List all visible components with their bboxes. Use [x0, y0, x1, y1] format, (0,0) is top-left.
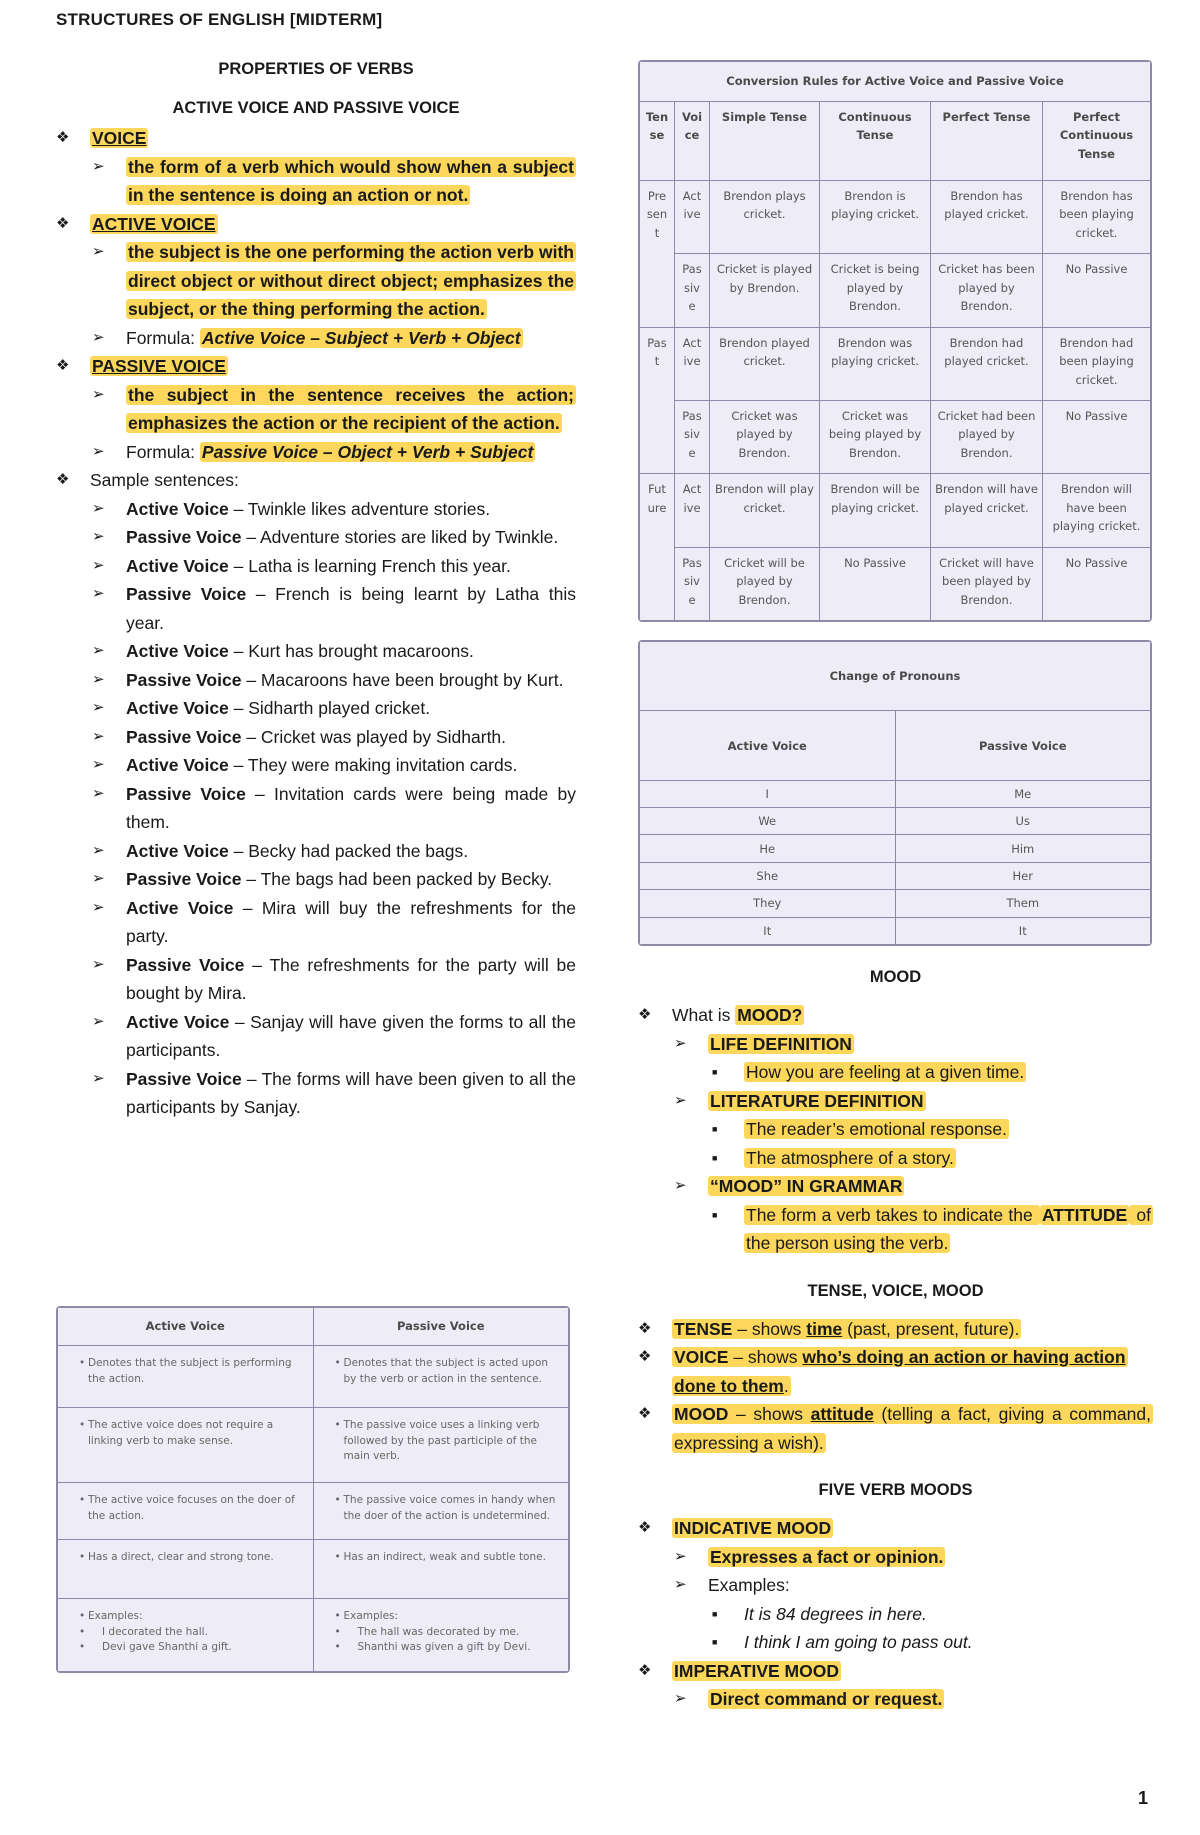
literature-definition-label: LITERATURE DEFINITION	[710, 1090, 924, 1111]
conversion-row	[640, 327, 1151, 400]
sample-voice-label: Active Voice	[126, 897, 234, 918]
arrow-bullet-icon: ➢	[674, 1034, 687, 1052]
bullet-active-formula	[56, 324, 576, 353]
active-voice-definition: the subject is the one performing the action verb with direct object or without direct object; emphasizes the subject, or the thing performing the action.	[128, 242, 574, 319]
arrow-bullet-icon: ➢	[674, 1547, 687, 1565]
sample-text: – Latha is learning French this year.	[228, 555, 511, 576]
bullet-lit-def-1	[638, 1115, 1153, 1144]
example-item: • Shanthi was given a gift by Devi.	[336, 1640, 557, 1656]
conversion-row	[640, 254, 1151, 327]
voice-label: VOICE	[92, 128, 147, 148]
conversion-cell: Brendon will play cricket.	[710, 474, 820, 547]
bullet-passive-formula	[56, 438, 576, 467]
bullet-voice	[56, 124, 576, 153]
pronoun-row	[640, 917, 1151, 944]
compare-cell	[313, 1346, 569, 1408]
compare-cell	[58, 1483, 314, 1540]
bullet-grammar-def	[638, 1201, 1153, 1258]
sample-text: – They were making invitation cards.	[228, 755, 518, 775]
what-is-prefix: What is	[672, 1005, 736, 1025]
diamond-bullet-icon: ❖	[56, 129, 70, 146]
square-bullet-icon: ■	[712, 1209, 718, 1220]
diamond-bullet-icon: ❖	[56, 471, 70, 488]
square-bullet-icon: ■	[712, 1637, 718, 1647]
pronoun-row	[640, 835, 1151, 862]
sample-text: – Becky had packed the bags.	[228, 840, 469, 861]
mood-a: – shows	[728, 1404, 811, 1424]
bullet-imperative-mood	[638, 1657, 1153, 1686]
pronoun-row	[640, 808, 1151, 835]
tense-cell: Pre sen t	[640, 180, 675, 327]
sample-sentence	[56, 552, 576, 581]
compare-header-passive: Passive Voice	[313, 1308, 569, 1346]
compare-cell-text: • The passive voice uses a linking verb followed by the past participle of the main verb.	[336, 1418, 557, 1465]
bullet-voice-tvm	[638, 1343, 1153, 1400]
bullet-voice-def	[56, 153, 576, 210]
sample-voice-label: Passive Voice	[126, 954, 245, 975]
arrow-bullet-icon: ➢	[92, 1069, 105, 1087]
sample-voice-label: Active Voice	[126, 498, 229, 519]
literature-def-1: The reader’s emotional response.	[746, 1119, 1008, 1139]
document-title: STRUCTURES OF ENGLISH [MIDTERM]	[56, 10, 383, 29]
grammar-def-b: of the person using the verb.	[746, 1204, 1151, 1253]
pronoun-header-active: Active Voice	[640, 711, 896, 780]
what-is-mood-word: MOOD?	[737, 1005, 803, 1025]
bullet-active-def	[56, 238, 576, 324]
sample-text: – The refreshments for the party will be bought by Mira.	[126, 954, 576, 1003]
example-1: It is 84 degrees in here.	[744, 1603, 927, 1624]
tense-b: (past, present, future).	[842, 1318, 1020, 1339]
conversion-cell: No Passive	[1043, 400, 1151, 473]
conversion-cell: Brendon will be playing cricket.	[820, 474, 931, 547]
example-item: • Devi gave Shanthi a gift.	[80, 1640, 301, 1656]
right-column-text	[638, 968, 1153, 1714]
conversion-row	[640, 400, 1151, 473]
heading-tense-voice-mood: TENSE, VOICE, MOOD	[807, 1281, 984, 1300]
arrow-bullet-icon: ➢	[674, 1690, 687, 1707]
grammar-def-attitude: ATTITUDE	[1041, 1204, 1128, 1225]
compare-cell-text: • Has an indirect, weak and subtle tone.	[336, 1550, 557, 1566]
sample-sentence	[56, 894, 576, 951]
sample-sentence	[56, 865, 576, 894]
examples-label: Examples:	[708, 1575, 790, 1595]
arrow-bullet-icon: ➢	[92, 727, 105, 745]
samples-label: Sample sentences:	[90, 470, 239, 490]
bullet-literature-definition	[638, 1087, 1153, 1116]
mood-b: (telling a fact, giving a command, expressing a wish).	[674, 1404, 1151, 1453]
active-passive-compare-table	[56, 1306, 570, 1673]
sample-voice-label: Passive Voice	[126, 783, 246, 804]
pronoun-table	[638, 640, 1152, 946]
conversion-cell: Cricket will be played by Brendon.	[710, 547, 820, 620]
arrow-bullet-icon: ➢	[674, 1177, 687, 1194]
voice-definition: the form of a verb which would show when a subject in the sentence is doing an action or not.	[128, 156, 574, 205]
compare-cell-text: • Has a direct, clear and strong tone.	[80, 1550, 301, 1566]
imperative-mood-label: IMPERATIVE MOOD	[674, 1660, 839, 1681]
diamond-bullet-icon: ❖	[638, 1519, 652, 1536]
compare-cell	[313, 1540, 569, 1599]
conversion-rules-table	[638, 60, 1152, 622]
sample-sentence	[56, 780, 576, 837]
pronoun-row	[640, 780, 1151, 807]
bullet-examples	[638, 1571, 1153, 1600]
passive-voice-label: PASSIVE VOICE	[92, 356, 226, 376]
sample-sentence	[56, 666, 576, 695]
col-header-perfect-continuous: Perfect Continuous Tense	[1043, 101, 1151, 180]
square-bullet-icon: ■	[712, 1152, 718, 1163]
pronoun-passive: Her	[895, 862, 1151, 889]
bullet-passive-def	[56, 381, 576, 438]
life-definition-text: How you are feeling at a given time.	[746, 1062, 1025, 1082]
sample-text: – Sanjay will have given the forms to all the participants.	[126, 1011, 576, 1060]
example-2: I think I am going to pass out.	[744, 1632, 973, 1652]
compare-cell	[58, 1408, 314, 1483]
square-bullet-icon: ■	[712, 1124, 718, 1134]
pronoun-row	[640, 862, 1151, 889]
sample-text: – Kurt has brought macaroons.	[228, 641, 474, 661]
conversion-row	[640, 474, 1151, 547]
voice-underlined: who’s doing an action or having action done to them	[674, 1347, 1126, 1396]
arrow-bullet-icon: ➢	[92, 528, 105, 545]
heading-five-verb-moods: FIVE VERB MOODS	[818, 1481, 973, 1499]
diamond-bullet-icon: ❖	[638, 1348, 652, 1365]
sample-text: – Sidharth played cricket.	[228, 698, 431, 718]
col-header-voice: Voi ce	[675, 101, 710, 180]
arrow-bullet-icon: ➢	[92, 756, 105, 773]
sample-text: – The forms will have been given to all the participants by Sanjay.	[126, 1068, 577, 1117]
bullet-mood-tvm	[638, 1400, 1153, 1457]
life-definition-label: LIFE DEFINITION	[710, 1033, 852, 1054]
voice-cell: Pas siv e	[675, 254, 710, 327]
sample-text: – Invitation cards were being made by them.	[126, 783, 576, 832]
left-column	[56, 60, 576, 1122]
heading-properties-of-verbs: PROPERTIES OF VERBS	[218, 60, 414, 78]
formula-label: Formula:	[126, 441, 200, 462]
bullet-active-voice	[56, 210, 576, 239]
voice-cell: Pas siv e	[675, 400, 710, 473]
passive-formula: Passive Voice – Object + Verb + Subject	[201, 441, 534, 462]
mood-in-grammar-label: “MOOD” IN GRAMMAR	[710, 1176, 903, 1196]
col-header-perfect: Perfect Tense	[931, 101, 1043, 180]
sample-sentence	[56, 580, 576, 637]
conversion-cell: Brendon has been playing cricket.	[1043, 180, 1151, 253]
active-formula: Active Voice – Subject + Verb + Object	[201, 327, 521, 348]
examples-label: • Examples:	[336, 1609, 557, 1625]
bullet-indicative-mood	[638, 1514, 1153, 1543]
sample-sentence	[56, 951, 576, 1008]
sample-sentence	[56, 495, 576, 524]
conversion-cell: Cricket has been played by Brendon.	[931, 254, 1043, 327]
conversion-row	[640, 180, 1151, 253]
sample-sentence	[56, 1008, 576, 1065]
arrow-bullet-icon: ➢	[92, 1012, 105, 1030]
example-item: • I decorated the hall.	[80, 1625, 301, 1641]
sample-text: – Cricket was played by Sidharth.	[241, 726, 507, 747]
indicative-mood-definition: Expresses a fact or opinion.	[710, 1546, 944, 1567]
bullet-mood-in-grammar	[638, 1172, 1153, 1201]
compare-cell-text: • The active voice does not require a linking verb to make sense.	[80, 1418, 301, 1449]
arrow-bullet-icon: ➢	[92, 499, 105, 517]
conversion-cell: Brendon had played cricket.	[931, 327, 1043, 400]
conversion-cell: Cricket was played by Brendon.	[710, 400, 820, 473]
conversion-cell: Brendon had been playing cricket.	[1043, 327, 1151, 400]
sample-text: – Twinkle likes adventure stories.	[228, 498, 491, 519]
sample-sentence	[56, 694, 576, 723]
pronoun-row	[640, 890, 1151, 917]
tense-key: TENSE	[674, 1318, 733, 1339]
diamond-bullet-icon: ❖	[56, 214, 70, 232]
diamond-bullet-icon: ❖	[56, 357, 70, 374]
tense-a: – shows	[732, 1318, 807, 1339]
sample-voice-label: Active Voice	[126, 641, 229, 661]
conversion-cell: Brendon will have been playing cricket.	[1043, 474, 1151, 547]
square-bullet-icon: ■	[712, 1067, 718, 1077]
sample-sentence	[56, 1065, 576, 1122]
sample-voice-label: Passive Voice	[126, 1068, 242, 1089]
compare-cell-text: • Denotes that the subject is acted upon by the verb or action in the sentence.	[336, 1356, 557, 1387]
bullet-samples	[56, 466, 576, 495]
square-bullet-icon: ■	[712, 1608, 718, 1619]
bullet-passive-voice	[56, 352, 576, 381]
conversion-cell: Cricket will have been played by Brendon.	[931, 547, 1043, 620]
bullet-indicative-def	[638, 1543, 1153, 1572]
pronoun-active: It	[640, 917, 896, 944]
compare-cell-text: • The passive voice comes in handy when the doer of the action is undetermined.	[336, 1493, 557, 1524]
pronoun-passive: Me	[895, 780, 1151, 807]
col-header-simple: Simple Tense	[710, 101, 820, 180]
sample-sentence	[56, 837, 576, 866]
compare-cell	[313, 1408, 569, 1483]
sample-voice-label: Passive Voice	[126, 869, 242, 889]
conversion-cell: No Passive	[1043, 254, 1151, 327]
voice-a: – shows	[728, 1347, 803, 1367]
voice-cell: Act ive	[675, 180, 710, 253]
sample-voice-label: Active Voice	[126, 840, 229, 861]
conversion-cell: Brendon will have played cricket.	[931, 474, 1043, 547]
literature-def-2: The atmosphere of a story.	[746, 1147, 954, 1168]
conversion-table-title: Conversion Rules for Active Voice and Passive Voice	[640, 62, 1151, 102]
grammar-def-a: The form a verb takes to indicate the	[746, 1204, 1038, 1225]
conversion-cell: No Passive	[820, 547, 931, 620]
pronoun-passive: Him	[895, 835, 1151, 862]
voice-key: VOICE	[674, 1347, 729, 1367]
sample-sentence	[56, 523, 576, 552]
sample-voice-label: Passive Voice	[126, 527, 242, 547]
sample-text: – Macaroons have been brought by Kurt.	[241, 669, 564, 690]
pronoun-passive: Them	[895, 890, 1151, 917]
sample-text: – Adventure stories are liked by Twinkle.	[241, 527, 559, 547]
sample-voice-label: Active Voice	[126, 698, 229, 718]
col-header-tense: Ten se	[640, 101, 675, 180]
pronoun-header-passive: Passive Voice	[895, 711, 1151, 780]
arrow-bullet-icon: ➢	[92, 670, 105, 688]
voice-cell: Pas siv e	[675, 547, 710, 620]
voice-b: .	[783, 1375, 789, 1396]
voice-cell: Act ive	[675, 327, 710, 400]
pronoun-active: They	[640, 890, 896, 917]
sample-sentence	[56, 637, 576, 666]
sample-voice-label: Active Voice	[126, 1011, 230, 1032]
compare-cell	[313, 1483, 569, 1540]
pronoun-active: I	[640, 780, 896, 807]
bullet-imperative-def	[638, 1685, 1153, 1714]
heading-active-passive-voice: ACTIVE VOICE AND PASSIVE VOICE	[172, 99, 460, 117]
bullet-lit-def-2	[638, 1144, 1153, 1173]
compare-header-active: Active Voice	[58, 1308, 314, 1346]
arrow-bullet-icon: ➢	[92, 898, 105, 916]
conversion-cell: Brendon is playing cricket.	[820, 180, 931, 253]
arrow-bullet-icon: ➢	[92, 328, 105, 346]
compare-cell-text: • Denotes that the subject is performing the action.	[80, 1356, 301, 1387]
compare-cell-text: • The active voice focuses on the doer of the action.	[80, 1493, 301, 1524]
mood-underlined: attitude	[810, 1404, 874, 1424]
arrow-bullet-icon: ➢	[92, 699, 105, 716]
arrow-bullet-icon: ➢	[92, 442, 105, 460]
conversion-cell: Brendon was playing cricket.	[820, 327, 931, 400]
bullet-tense	[638, 1315, 1153, 1344]
heading-mood: MOOD	[869, 968, 922, 986]
example-item: • The hall was decorated by me.	[336, 1625, 557, 1641]
conversion-row	[640, 547, 1151, 620]
arrow-bullet-icon: ➢	[92, 157, 105, 175]
arrow-bullet-icon: ➢	[92, 841, 105, 859]
sample-sentence	[56, 751, 576, 780]
bullet-example-2	[638, 1628, 1153, 1657]
tense-cell: Fut ure	[640, 474, 675, 621]
conversion-cell: Cricket had been played by Brendon.	[931, 400, 1043, 473]
sample-voice-label: Passive Voice	[126, 669, 242, 690]
formula-label: Formula:	[126, 327, 200, 348]
conversion-cell: Brendon plays cricket.	[710, 180, 820, 253]
imperative-mood-definition: Direct command or request.	[710, 1689, 943, 1709]
arrow-bullet-icon: ➢	[674, 1091, 687, 1109]
conversion-cell: Cricket was being played by Brendon.	[820, 400, 931, 473]
samples-list	[56, 495, 576, 1122]
arrow-bullet-icon: ➢	[674, 1576, 687, 1593]
col-header-continuous: Continuous Tense	[820, 101, 931, 180]
arrow-bullet-icon: ➢	[92, 585, 105, 602]
sample-text: – Mira will buy the refreshments for the party.	[126, 897, 577, 946]
passive-voice-definition: the subject in the sentence receives the action; emphasizes the action or the recipient of the action.	[128, 384, 574, 433]
conversion-cell: Cricket is played by Brendon.	[710, 254, 820, 327]
pronoun-passive: Us	[895, 808, 1151, 835]
pronoun-active: She	[640, 862, 896, 889]
indicative-mood-label: INDICATIVE MOOD	[674, 1518, 832, 1538]
sample-text: – French is being learnt by Latha this year.	[126, 584, 576, 633]
sample-sentence	[56, 723, 576, 752]
diamond-bullet-icon: ❖	[638, 1661, 652, 1679]
arrow-bullet-icon: ➢	[92, 642, 105, 659]
arrow-bullet-icon: ➢	[92, 385, 105, 403]
arrow-bullet-icon: ➢	[92, 556, 105, 574]
compare-examples-passive	[313, 1599, 569, 1672]
bullet-example-1	[638, 1600, 1153, 1629]
bullet-life-def-text	[638, 1058, 1153, 1087]
tense-cell: Pas t	[640, 327, 675, 474]
arrow-bullet-icon: ➢	[92, 955, 105, 973]
bullet-what-is-mood	[638, 1001, 1153, 1030]
conversion-cell: Brendon has played cricket.	[931, 180, 1043, 253]
diamond-bullet-icon: ❖	[638, 1006, 652, 1023]
compare-examples-active	[58, 1599, 314, 1672]
conversion-cell: Brendon played cricket.	[710, 327, 820, 400]
bullet-life-definition	[638, 1030, 1153, 1059]
compare-cell	[58, 1346, 314, 1408]
voice-cell: Act ive	[675, 474, 710, 547]
diamond-bullet-icon: ❖	[638, 1405, 652, 1422]
active-voice-label: ACTIVE VOICE	[92, 213, 216, 234]
sample-voice-label: Passive Voice	[126, 726, 242, 747]
sample-text: – The bags had been packed by Becky.	[241, 869, 553, 889]
mood-key: MOOD	[674, 1404, 729, 1424]
page-number: 1	[1137, 1788, 1148, 1808]
sample-voice-label: Active Voice	[126, 755, 229, 775]
examples-label: • Examples:	[80, 1609, 301, 1625]
sample-voice-label: Passive Voice	[126, 584, 247, 604]
pronoun-active: He	[640, 835, 896, 862]
sample-voice-label: Active Voice	[126, 555, 229, 576]
conversion-cell: Cricket is being played by Brendon.	[820, 254, 931, 327]
tense-underlined: time	[806, 1318, 843, 1339]
conversion-cell: No Passive	[1043, 547, 1151, 620]
arrow-bullet-icon: ➢	[92, 784, 105, 802]
arrow-bullet-icon: ➢	[92, 870, 105, 887]
diamond-bullet-icon: ❖	[638, 1319, 652, 1337]
compare-cell	[58, 1540, 314, 1599]
pronoun-passive: It	[895, 917, 1151, 944]
pronoun-table-title: Change of Pronouns	[640, 642, 1151, 711]
pronoun-active: We	[640, 808, 896, 835]
arrow-bullet-icon: ➢	[92, 243, 105, 260]
